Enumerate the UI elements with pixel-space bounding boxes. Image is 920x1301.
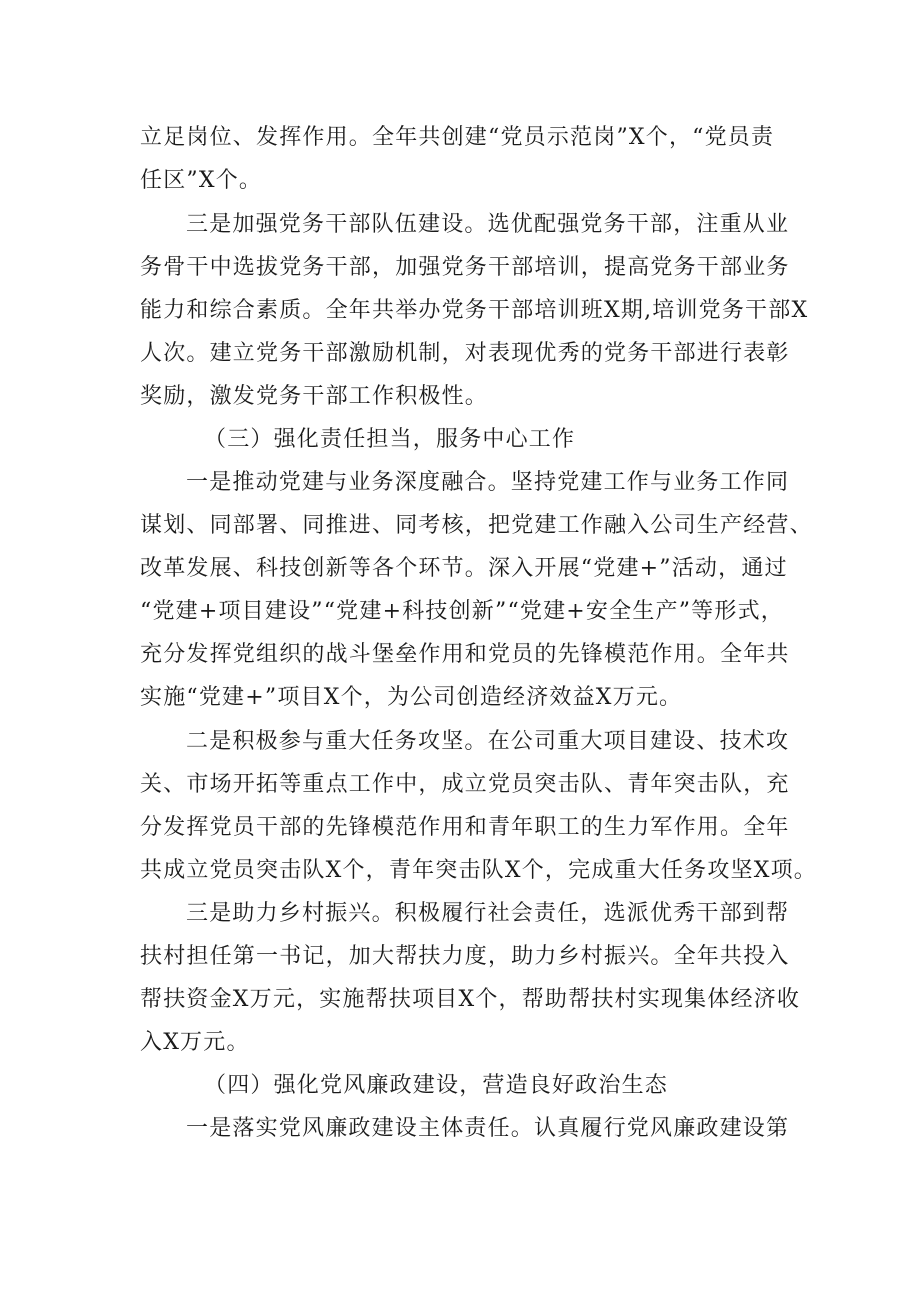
text-line: 谋划、同部署、同推进、同考核，把党建工作融入公司生产经营、: [140, 513, 813, 538]
text-line: 扶村担任第一书记，加大帮扶力度，助力乡村振兴。全年共投入: [140, 944, 790, 969]
text-line: 分发挥党员干部的先锋模范作用和青年职工的生力军作用。全年: [140, 815, 790, 840]
text-line: 改革发展、科技创新等各个环节。深入开展“党建+”活动，通过: [140, 556, 788, 581]
text-line: 帮扶资金X万元，实施帮扶项目X个，帮助帮扶村实现集体经济收: [140, 987, 801, 1012]
paragraph-first-line: 一是推动党建与业务深度融合。坚持党建工作与业务工作同: [186, 470, 790, 495]
paragraph-first-line: 二是积极参与重大任务攻坚。在公司重大项目建设、技术攻: [186, 729, 790, 754]
text-line: 任区”X个。: [140, 168, 263, 193]
text-line: 立足岗位、发挥作用。全年共创建“党员示范岗”X个，“党员责: [140, 125, 775, 150]
paragraph-first-line: 一是落实党风廉政建设主体责任。认真履行党风廉政建设第: [186, 1116, 790, 1141]
text-line: 关、市场开拓等重点工作中，成立党员突击队、青年突击队，充: [140, 772, 790, 797]
section-heading: （三）强化责任担当，服务中心工作: [204, 427, 576, 452]
text-line: 共成立党员突击队X个，青年突击队X个，完成重大任务攻坚X项。: [140, 858, 817, 883]
text-line: “党建+项目建设”“党建+科技创新”“党建+安全生产”等形式，: [140, 599, 784, 624]
text-line: 人次。建立党务干部激励机制，对表现优秀的党务干部进行表彰: [140, 341, 790, 366]
text-line: 实施“党建+”项目X个，为公司创造经济效益X万元。: [140, 685, 683, 710]
text-line: 充分发挥党组织的战斗堡垒作用和党员的先锋模范作用。全年共: [140, 642, 790, 667]
text-line: 能力和综合素质。全年共举办党务干部培训班X期,培训党务干部X: [140, 298, 809, 323]
paragraph-first-line: 三是助力乡村振兴。积极履行社会责任，选派优秀干部到帮: [186, 901, 790, 926]
paragraph-first-line: 三是加强党务干部队伍建设。选优配强党务干部，注重从业: [186, 212, 790, 237]
text-line: 入X万元。: [140, 1030, 250, 1055]
section-heading: （四）强化党风廉政建设，营造良好政治生态: [204, 1073, 669, 1098]
text-line: 奖励，激发党务干部工作积极性。: [140, 384, 489, 409]
text-line: 务骨干中选拔党务干部，加强党务干部培训，提高党务干部业务: [140, 255, 790, 280]
